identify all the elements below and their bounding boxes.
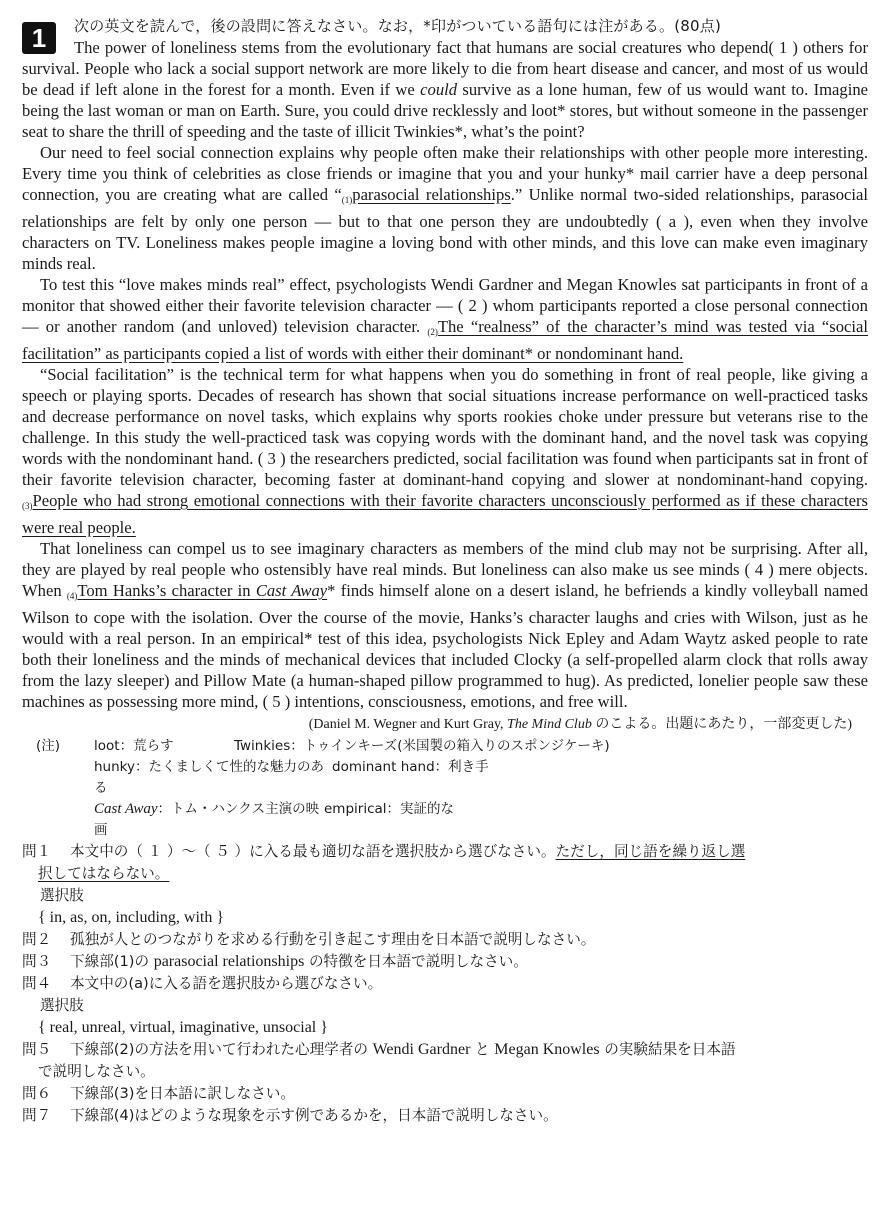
q2-label: 問２: [22, 931, 52, 948]
paragraph-3: [22, 274, 868, 364]
q1-body: 本文中の（ １ ）～（ ５ ）に入る最も適切な語を選択肢から選びなさい。: [70, 843, 556, 860]
question-4: [22, 973, 868, 995]
underline-marker-1: (1): [341, 195, 353, 205]
notes-row-3: [22, 799, 868, 841]
credit-book-title: The Mind Club: [507, 717, 592, 732]
p4-text-c: the researchers predicted, social facilitation was found when participants sat in front of their favorite television character, becoming faster at dominant-hand copying and slower at nondominant-hand copying.: [22, 449, 868, 489]
note-cast-away-gloss: ：トム・ハンクス主演の映画: [94, 801, 320, 838]
q4-choices-label: 選択肢: [40, 997, 84, 1014]
q1-continuation: [22, 863, 868, 885]
blank-1: ( 1 ): [768, 38, 798, 57]
notes-spacer: [22, 799, 94, 841]
p2-text-a: Our need to feel social connection explains why people often make their relationships with other people more interesting. Every time you think of celebrities as close friends or imagine that you and your hunky* mail carrier have a deep personal connection, you are creating what are called “: [22, 143, 868, 204]
underline-3: People who had strong emotional connections with their favorite characters unconsciously performed as if these characters were real people.: [22, 491, 868, 537]
reading-passage: [22, 37, 868, 712]
q3-text: [70, 951, 528, 973]
q6-text: 下線部(3)を日本語に訳しなさい。: [70, 1085, 295, 1102]
paragraph-5: [22, 538, 868, 712]
blank-2: ( 2 ): [457, 296, 488, 315]
q5-a: 下線部(2)の方法を用いて行われた心理学者の: [70, 1041, 373, 1058]
p5-text-e: intentions, consciousness, emotions, and free will.: [290, 692, 628, 711]
question-1: [22, 841, 868, 863]
blank-3: ( 3 ): [257, 449, 286, 468]
p1-text-e: survive as a lone human, few of us would want to. Imagine being the last woman or man on Earth. Sure, you could drive recklessly and loot* stores, but without someone in the passenger seat to share the thrill of speeding and the taste of illicit Twinkies*, what’s the point?: [22, 80, 868, 141]
notes-label: (注): [36, 738, 61, 754]
q1-choices-label: 選択肢: [40, 887, 84, 904]
q5-label: 問５: [22, 1041, 52, 1058]
note-cast-away-title: Cast Away: [94, 801, 158, 817]
p1-text-a: The power of loneliness stems from the evolutionary fact that humans are social creatures who depend: [74, 38, 769, 57]
underline-marker-3: (3): [22, 501, 33, 511]
q1-label: 問１: [22, 843, 52, 860]
q7-label: 問７: [22, 1107, 52, 1124]
note-dominant-hand: dominant hand：利き手: [332, 759, 489, 775]
q5-b: と: [470, 1041, 495, 1058]
p2-text-b: .” Unlike normal two-sided relationships, parasocial relationships are felt by only one person — but to that one person they are undoubtedly: [22, 185, 868, 231]
notes-row-2: [22, 757, 868, 799]
q4-label: 問４: [22, 975, 52, 992]
q4-choices: { real, unreal, virtual, imaginative, unsocial }: [38, 1019, 328, 1036]
p3-text-a: To test this “love makes minds real” effect, psychologists Wendi Gardner and Megan Knowles sat participants in front of a monitor that showed either their favorite television character —: [22, 275, 868, 315]
notes-spacer: [22, 757, 94, 799]
note-loot: loot：荒らす: [94, 738, 174, 754]
note-twinkies: Twinkies：トゥインキーズ(米国製の箱入りのスポンジケーキ): [234, 738, 610, 754]
q1-text: [70, 841, 745, 863]
q5-text: [70, 1039, 736, 1061]
p3-text-c: whom participants reported a close personal connection — or another random (and unloved) television character.: [22, 296, 868, 336]
q7-text: 下線部(4)はどのような現象を示す例であるかを，日本語で説明しなさい。: [70, 1107, 558, 1124]
p1-italic-could: could: [420, 80, 458, 99]
q1-underlined-a: ただし，同じ語を繰り返し選: [555, 843, 746, 860]
p5-text-d: * finds himself alone on a desert island, he befriends a kindly volleyball named Wilson to cope with the isolation. Over the course of the movie, Hanks’s character laughs and cries with Wilson, just as he would with a real person. In an empirical* test of this idea, psychologists Nick Epley and Adam Waytz asked people to rate both their loneliness and the minds of mechanical devices that included Clocky (a self-propelled alarm clock that rolls away from the lazy sleeper) and Pillow Mate (a human-shaped pillow programmed to hug). As predicted, lonelier people saw these machines as possessing more mind,: [22, 581, 868, 711]
q6-label: 問６: [22, 1085, 52, 1102]
underline-4a: Tom Hanks’s character in: [77, 581, 256, 600]
source-credit: [22, 714, 868, 736]
q5-continuation: で説明しなさい。: [38, 1063, 155, 1080]
p2-text-c: , even when they involve characters on TV. Loneliness makes people imagine a loving bond with other minds, and this love can make even imaginary minds real.: [22, 212, 868, 273]
q3-a: 下線部(1)の: [70, 953, 154, 970]
q5-c: の実験結果を日本語: [599, 1041, 736, 1058]
question-3: [22, 951, 868, 973]
q3-b: の特徴を日本語で説明しなさい。: [304, 953, 528, 970]
q4-text: 本文中の(a)に入る語を選択肢から選びなさい。: [70, 975, 383, 992]
underline-1: parasocial relationships: [352, 185, 511, 204]
questions: [22, 841, 868, 1127]
q5-en1: Wendi Gardner: [372, 1041, 471, 1058]
blank-4: ( 4 ): [744, 560, 774, 579]
notes-row-1: [22, 736, 868, 757]
q5-en2: Megan Knowles: [494, 1041, 600, 1058]
q3-label: 問３: [22, 953, 52, 970]
credit-c: のこよる。出題にあたり，一部変更した): [591, 717, 852, 732]
p5-text-a: That loneliness can compel us to see imaginary characters as members of the mind club may not be surprising. After all, they are played by real people who ostensibly have real minds. But loneliness can also make us see minds: [22, 539, 868, 579]
question-6: [22, 1083, 868, 1105]
paragraph-2: [22, 142, 868, 274]
question-5: [22, 1039, 868, 1061]
blank-5: ( 5 ): [262, 692, 291, 711]
question-7: [22, 1105, 868, 1127]
note-cast-away: [94, 799, 324, 841]
credit-a: (Daniel M. Wegner and Kurt Gray,: [308, 717, 508, 732]
q1-choices: { in, as, on, including, with }: [38, 909, 225, 926]
note-hunky: hunky：たくましくて性的な魅力のある: [94, 759, 324, 796]
underline-marker-2: (2): [427, 327, 438, 337]
p4-text-a: “Social facilitation” is the technical term for what happens when you do something in front of real people, like giving a speech or playing sports. Decades of research has shown that social situations increase performance on well-practiced tasks and decrease performance on novel tasks, which explains why sports rookies choke under pressure but veterans rise to the challenge. In this study the well-practiced task was copying words with the dominant hand, and the novel task was copying words with the nondominant hand.: [22, 365, 868, 468]
question-number-box: 1: [22, 22, 56, 54]
underline-2: The “realness” of the character’s mind was tested via “social facilitation” as participants copied a list of words with either their dominant* or nondominant hand.: [22, 317, 868, 363]
q3-en: parasocial relationships: [153, 953, 305, 970]
paragraph-1: [22, 37, 868, 142]
q1-underlined-b: 択してはならない。: [38, 865, 170, 882]
instruction-text: 次の英文を読んで，後の設問に答えなさい。なお，*印がついている語句には注がある。(80点): [74, 17, 721, 35]
question-2: [22, 929, 868, 951]
underline-4b-italic: Cast Away: [255, 581, 328, 600]
p5-text-c: mere objects. When: [22, 560, 868, 600]
blank-a: ( a ): [655, 212, 689, 231]
underline-marker-4: (4): [66, 591, 78, 601]
glossary-notes: [22, 736, 868, 841]
paragraph-4: [22, 364, 868, 538]
q2-text: 孤独が人とのつながりを求める行動を引き起こす理由を日本語で説明しなさい。: [70, 931, 596, 948]
note-empirical: empirical：実証的な: [324, 801, 455, 817]
p1-text-c: others for survival. People who lack a social support network are more likely to die from heart disease and cancer, and most of us would be dead if left alone in the forest for a month. Even if we: [22, 38, 868, 99]
